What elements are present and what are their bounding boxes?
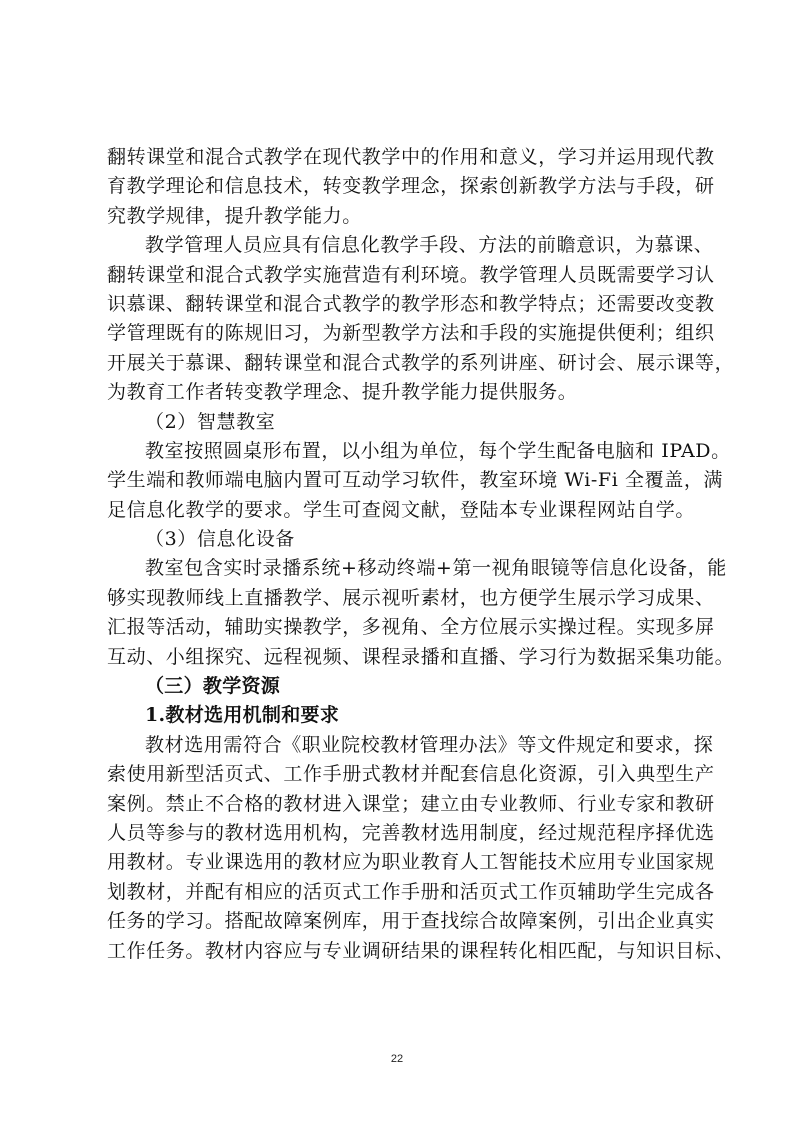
text-line: 学生端和教师端电脑内置可互动学习软件，教室环境 Wi-Fi 全覆盖，满 — [107, 469, 724, 492]
text-line: 索使用新型活页式、工作手册式教材并配套信息化资源，引入典型生产 — [107, 763, 715, 786]
text-line: 1.教材选用机制和要求 — [145, 704, 340, 727]
text-line: 学管理既有的陈规旧习，为新型教学方法和手段的实施提供便利；组织 — [107, 322, 715, 345]
paragraph — [107, 231, 735, 407]
text-line: 教室包含实时录播系统+移动终端+第一视角眼镜等信息化设备，能 — [145, 557, 727, 580]
page-body — [107, 143, 735, 966]
text-line: 划教材，并配有相应的活页式工作手册和活页式工作页辅助学生完成各 — [107, 880, 715, 903]
text-line: 识慕课、翻转课堂和混合式教学的教学形态和教学特点；还需要改变教 — [107, 292, 715, 315]
text-line: 教学管理人员应具有信息化教学手段、方法的前瞻意识，为慕课、 — [145, 234, 714, 257]
text-line: （2）智慧教室 — [145, 410, 276, 433]
text-line: 用教材。专业课选用的教材应为职业教育人工智能技术应用专业国家规 — [107, 851, 715, 874]
text-line: 人员等参与的教材选用机构，完善教材选用制度，经过规范程序择优选 — [107, 821, 715, 844]
text-line: 翻转课堂和混合式教学在现代教学中的作用和意义，学习并运用现代教 — [107, 146, 715, 168]
text-line: （3）信息化设备 — [145, 528, 295, 551]
text-line: 究教学规律，提升教学能力。 — [107, 204, 362, 227]
text-line: 为教育工作者转变教学理念、提升教学能力提供服务。 — [107, 381, 578, 404]
text-line: 工作任务。教材内容应与专业调研结果的课程转化相匹配，与知识目标、 — [107, 939, 735, 962]
text-line: 足信息化教学的要求。学生可查阅文献，登陆本专业课程网站自学。 — [107, 498, 696, 521]
page-number: 22 — [390, 1053, 404, 1065]
text-line: （三）教学资源 — [145, 675, 281, 698]
text-line: 互动、小组探究、远程视频、课程录播和直播、学习行为数据采集功能。 — [107, 645, 735, 668]
text-line: 汇报等活动，辅助实操教学，多视角、全方位展示实操过程。实现多屏 — [107, 616, 715, 639]
text-line: 够实现教师线上直播教学、展示视听素材，也方便学生展示学习成果、 — [107, 586, 715, 609]
text-line: 开展关于慕课、翻转课堂和混合式教学的系列讲座、研讨会、展示课等， — [107, 351, 735, 374]
text-line: 任务的学习。搭配故障案例库，用于查找综合故障案例，引出企业真实 — [107, 910, 715, 933]
text-line: 案例。禁止不合格的教材进入课堂；建立由专业教师、行业专家和教研 — [107, 792, 715, 815]
text-line: 翻转课堂和混合式教学实施营造有利环境。教学管理人员既需要学习认 — [107, 263, 715, 286]
text-line: 教材选用需符合《职业院校教材管理办法》等文件规定和要求，探 — [145, 733, 714, 756]
section-heading — [107, 525, 691, 554]
text-line: 育教学理论和信息技术，转变教学理念，探索创新教学方法与手段，研 — [107, 175, 715, 198]
section-heading — [107, 701, 691, 730]
paragraph — [107, 437, 731, 525]
paragraph — [107, 554, 735, 672]
section-heading — [107, 408, 691, 437]
paragraph — [107, 143, 715, 231]
section-heading — [107, 672, 691, 701]
paragraph — [107, 731, 735, 966]
text-line: 教室按照圆桌形布置，以小组为单位，每个学生配备电脑和 IPAD。 — [145, 439, 731, 462]
